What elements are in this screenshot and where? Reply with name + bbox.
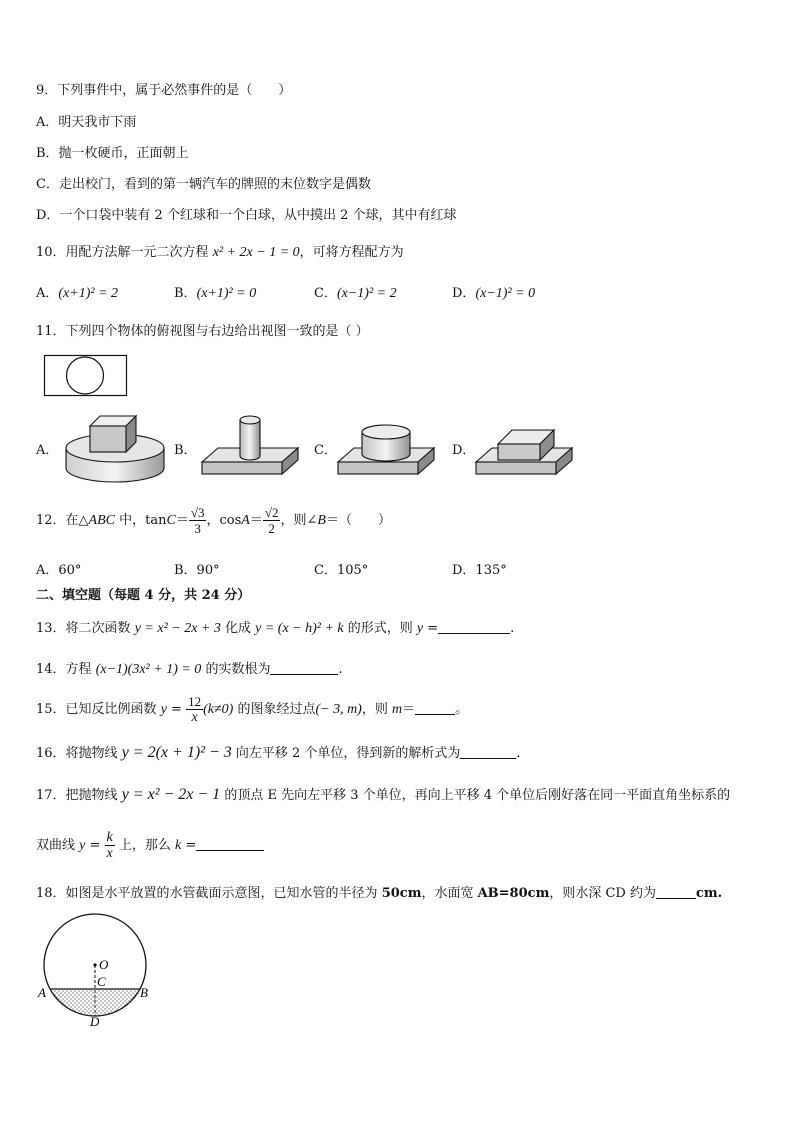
- q12-option-a: A．60°: [36, 563, 82, 578]
- center-point-o: [93, 963, 96, 966]
- label-a: A: [38, 985, 46, 1000]
- q11-given-view: [44, 355, 128, 397]
- q10-option-c: C．(x−1)² = 2: [314, 286, 397, 301]
- q10-equation: x² + 2x − 1 = 0: [212, 245, 300, 260]
- q16: 16．将抛物线 y = 2(x + 1)² − 3 向左平移 2 个单位，得到新的解析式为 .: [36, 744, 521, 761]
- q11-figure-d: [474, 412, 576, 482]
- label-o: O: [99, 957, 109, 972]
- label-c: C: [97, 974, 106, 989]
- label-d: D: [90, 1014, 100, 1029]
- q12-tan-fraction: $\frac{√3}{3}$: [190, 505, 205, 536]
- q11-label-d: D．: [452, 443, 476, 458]
- label-b: B: [140, 985, 148, 1000]
- q9-option-d: D．一个口袋中装有 2 个红球和一个白球，从中摸出 2 个球，其中有红球: [36, 208, 457, 223]
- q12-option-b: B．90°: [174, 563, 220, 578]
- q17-line1: 17．把抛物线 y = x² − 2x − 1 的顶点 E 先向左平移 3 个单位，再向上平移 4 个单位后刚好落在同一平面直角坐标系的: [36, 786, 731, 803]
- q12-option-d: D．135°: [452, 563, 507, 578]
- q18-pipe-diagram: [30, 910, 160, 1030]
- q11-figure-a: [64, 412, 168, 484]
- q10-option-d: D．(x−1)² = 0: [452, 286, 536, 301]
- q16-answer-blank[interactable]: [460, 744, 516, 759]
- q17-line2: 双曲线 y = $\frac{k}{x}$ 上，那么 k =: [36, 826, 264, 866]
- q15: 15．已知反比例函数 y = $\frac{12}{x}$ (k≠0) 的图象经过点(− 3, m)，则 m＝ 。: [36, 694, 469, 725]
- q9-option-a: A．明天我市下雨: [36, 115, 137, 130]
- q13: 13．将二次函数 y = x² − 2x + 3 化成 y = (x − h)² + k 的形式，则 y = .: [36, 621, 515, 636]
- q14: 14．方程 (x−1)(3x² + 1) = 0 的实数根为 .: [36, 662, 343, 677]
- q17-answer-blank[interactable]: [196, 836, 264, 851]
- q15-answer-blank[interactable]: [415, 700, 455, 715]
- q9-option-c: C．走出校门，看到的第一辆汽车的牌照的末位数字是偶数: [36, 177, 371, 192]
- q11-label-a: A．: [36, 443, 59, 458]
- q10-option-b: B．(x+1)² = 0: [174, 286, 257, 301]
- q11-label-b: B．: [174, 443, 197, 458]
- q11-figure-c: [336, 412, 438, 482]
- q12-cos-fraction: $\frac{√2}{2}$: [264, 505, 279, 536]
- q18-answer-blank[interactable]: [656, 884, 696, 899]
- q11-figure-b: [200, 412, 300, 482]
- q11-label-c: C．: [314, 443, 337, 458]
- q15-fraction: $\frac{12}{x}$: [188, 694, 202, 725]
- q18: 18．如图是水平放置的水管截面示意图，已知水管的半径为 50cm，水面宽 AB=80cm，则水深 CD 约为 cm.: [36, 886, 723, 901]
- q9-stem: 9．下列事件中，属于必然事件的是（ ）: [36, 83, 292, 98]
- q14-answer-blank[interactable]: [270, 660, 338, 675]
- q13-answer-blank[interactable]: [438, 619, 510, 634]
- q9-option-b: B．抛一枚硬币，正面朝上: [36, 146, 189, 161]
- q10-stem: 10．用配方法解一元二次方程 x² + 2x − 1 = 0，可将方程配方为: [36, 245, 404, 260]
- section-heading-fill-in: 二、填空题（每题 4 分，共 24 分）: [36, 588, 251, 603]
- q12-stem: 12．在△ABC 中，tanC＝ $\frac{√3}{3}$ ，cosA＝ $\frac{√2}{2}$ ，则∠B＝（ ）: [36, 505, 391, 536]
- q10-option-a: A．(x+1)² = 2: [36, 286, 119, 301]
- q17-fraction: $\frac{k}{x}$: [106, 830, 113, 861]
- q12-option-c: C．105°: [314, 563, 369, 578]
- q11-stem: 11．下列四个物体的俯视图与右边给出视图一致的是（ ）: [36, 324, 369, 339]
